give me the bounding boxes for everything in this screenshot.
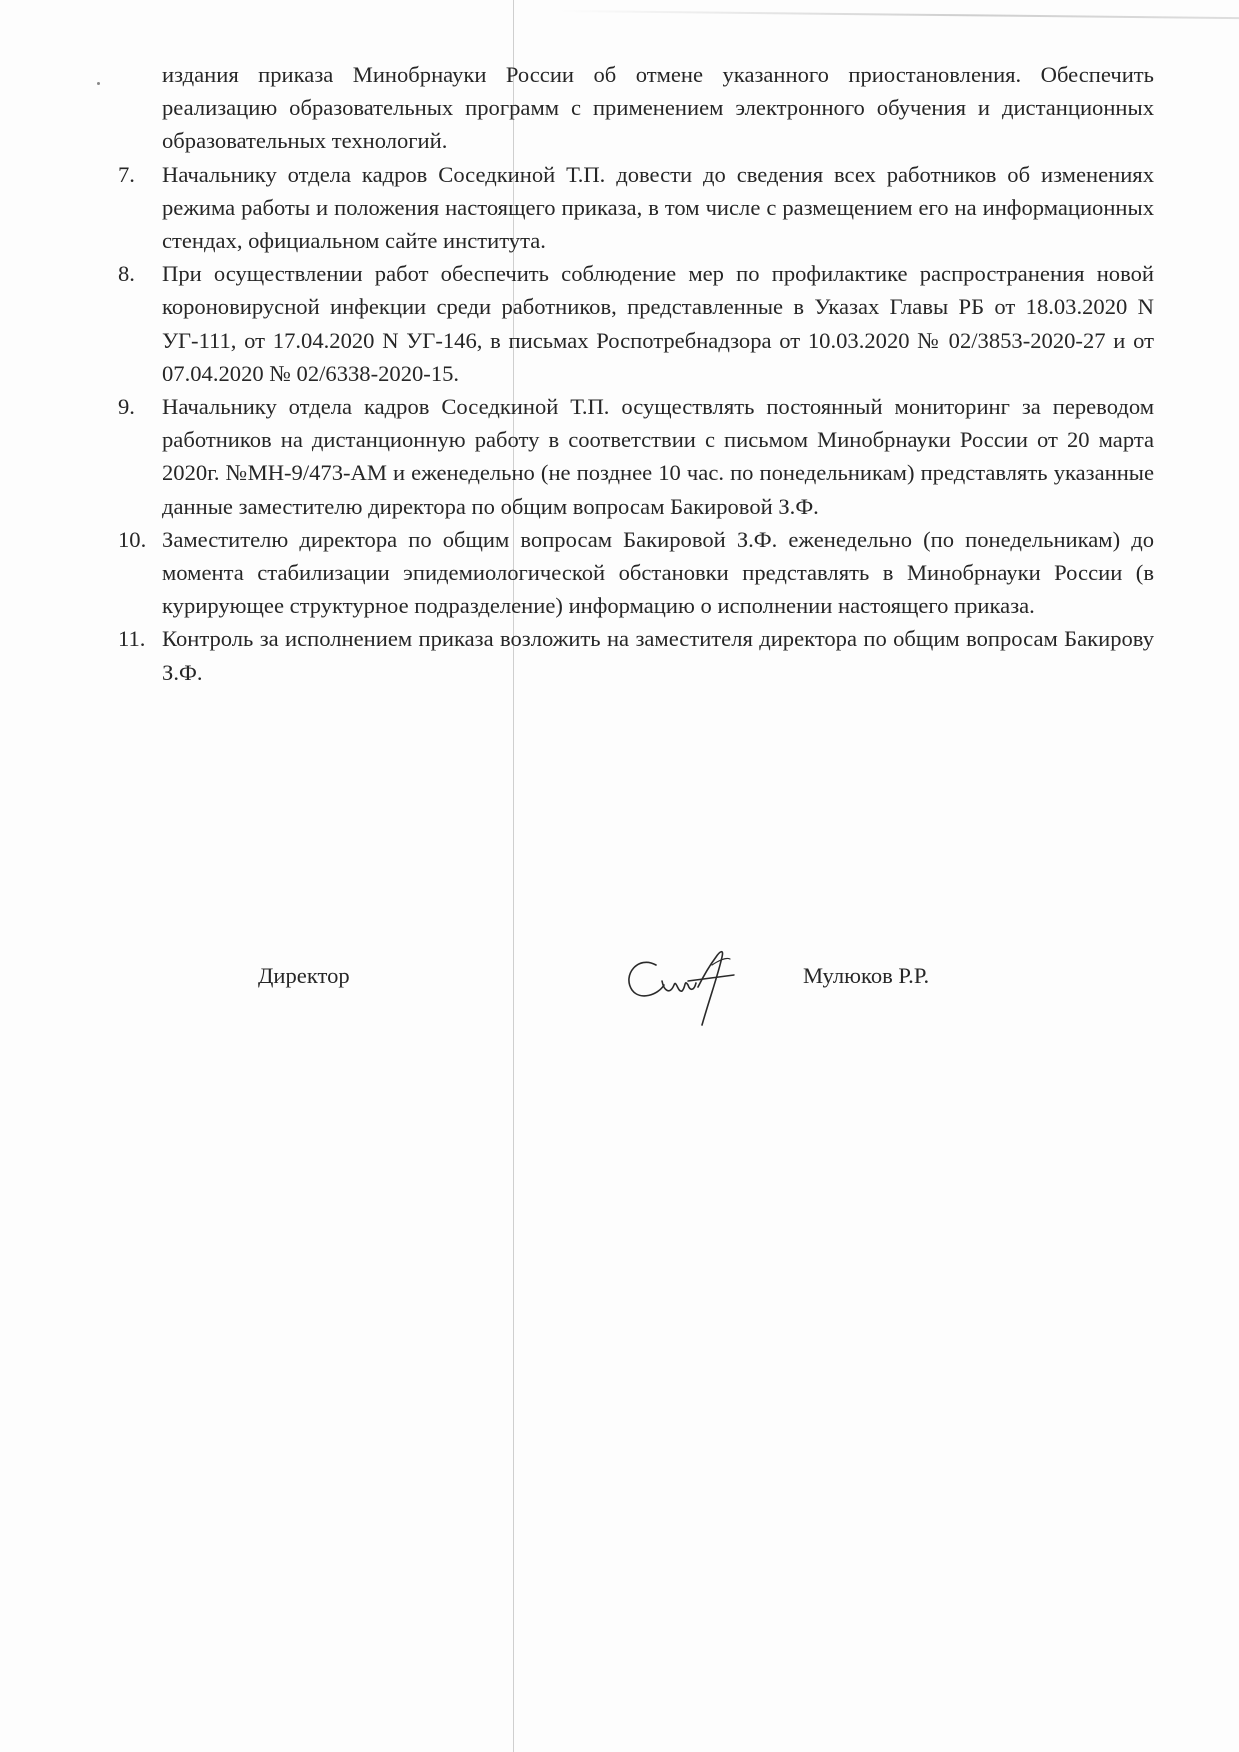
- scan-speck: [97, 82, 100, 85]
- order-item-8: [118, 257, 1154, 390]
- scan-edge: [560, 10, 1239, 19]
- order-item-10: [118, 523, 1154, 623]
- item-text: Контроль за исполнением приказа возложить на заместителя директора по общим вопросам Бакирову З.Ф.: [162, 626, 1154, 685]
- signatory-name: Мулюков Р.Р.: [803, 963, 930, 988]
- item-number: 7.: [118, 161, 135, 187]
- item-text: Начальнику отдела кадров Соседкиной Т.П. осуществлять постоянный мониторинг за переводом работников на дистанционную работу в соответствии с письмом Минобрнауки России от 20 марта 2020г. №МН-9/473-АМ и еженедельно (не позднее 10 час. по понедельникам) представлять указанные данные заместителю директора по общим вопросам Бакировой З.Ф.: [162, 394, 1154, 519]
- item-number: 10.: [118, 526, 147, 552]
- item-number: 8.: [118, 261, 135, 287]
- order-item-9: [118, 390, 1154, 523]
- item-text: При осуществлении работ обеспечить соблюдение мер по профилактике распространения новой короновирусной инфекции среди работников, представленные в Указах Главы РБ от 18.03.2020 N УГ-111, от 17.04.2020 N УГ-146, в письмах Роспотребнадзора от 10.03.2020 № 02/3853-2020-27 и от 07.04.2020 № 02/6338-2020-15.: [162, 261, 1154, 386]
- item-number: 11.: [118, 626, 146, 652]
- item-number: 9.: [118, 394, 135, 420]
- order-body: [118, 58, 1154, 689]
- item-text: Начальнику отдела кадров Соседкиной Т.П. довести до сведения всех работников об изменениях режима работы и положения настоящего приказа, в том числе с размещением его на информационных стендах, официальном сайте института.: [162, 161, 1154, 254]
- signature-block: [0, 935, 1239, 1055]
- order-item-11: [118, 622, 1154, 688]
- order-item-7: [118, 158, 1154, 258]
- item-text: Заместителю директора по общим вопросам Бакировой З.Ф. еженедельно (по понедельникам) до момента стабилизации эпидемиологической обстановки представлять в Минобрнауки России (в курирующее структурное подразделение) информацию о исполнении настоящего приказа.: [162, 526, 1154, 619]
- continuation-paragraph: издания приказа Минобрнауки России об отмене указанного приостановления. Обеспечить реализацию образовательных программ с применением электронного обучения и дистанционных образовательных технологий.: [162, 62, 1154, 154]
- signatory-title: Директор: [258, 963, 350, 988]
- handwritten-signature: [618, 935, 768, 1035]
